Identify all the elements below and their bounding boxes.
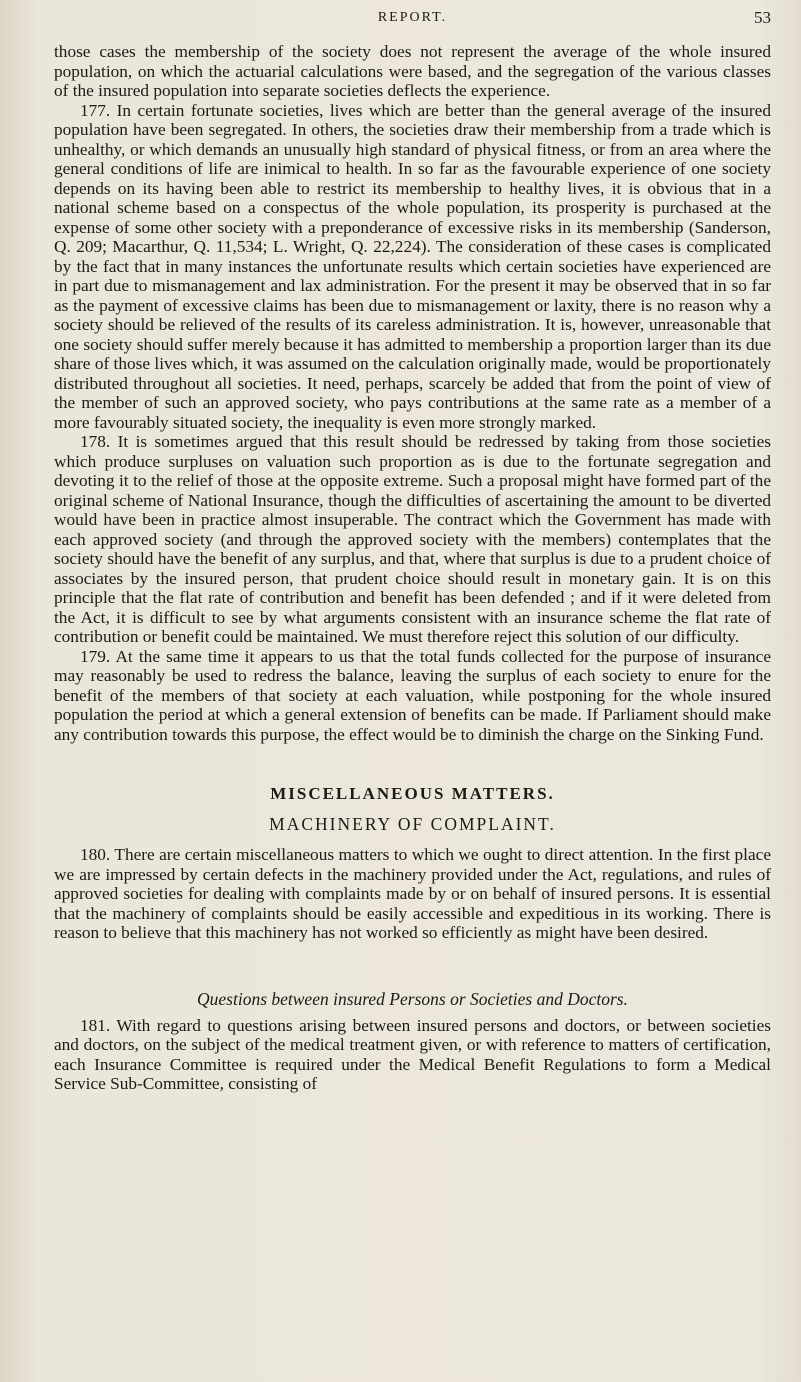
- page-number: 53: [754, 8, 771, 27]
- paragraph-continued: those cases the membership of the society does not represent the average of the whole insured population, on which the actuarial calculations were based, and the segregation of the various classes of the insured population into separate societies deflects the experience.: [54, 42, 771, 100]
- body-text: [54, 42, 771, 1094]
- paragraph-181: 181. With regard to questions arising between insured persons and doctors, or between societies and doctors, on the subject of the medical treatment given, or with reference to matters of certification, each Insurance Committee is required under the Medical Benefit Regulations to form a Medical Service Sub-Committee, consisting of: [54, 1015, 771, 1093]
- section-heading: MISCELLANEOUS MATTERS.: [270, 784, 555, 803]
- italic-subheading: Questions between insured Persons or Societies and Doctors.: [197, 988, 628, 1009]
- running-head: REPORT.: [377, 10, 448, 25]
- paragraph-180: 180. There are certain miscellaneous matters to which we ought to direct attention. In the first place we are impressed by certain defects in the machinery provided under the Act, regulations, and rules of approved societies for dealing with complaints made by or on behalf of insured persons. It is essential that the machinery of complaints should be easily accessible and expeditious in its working. There is reason to believe that this machinery has not worked so efficiently as might have been desired.: [54, 845, 771, 942]
- paragraph-179: 179. At the same time it appears to us that the total funds collected for the purpose of insurance may reasonably be used to redress the balance, leaving the surplus of each society to enure for the benefit of the members of that society at each valuation, while postponing for the whole insured population the period at which a general extension of benefits can be made. If Parliament should make any contribution towards this purpose, the effect would be to diminish the charge on the Sinking Fund.: [54, 646, 771, 744]
- subsection-heading: MACHINERY OF COMPLAINT.: [269, 814, 556, 834]
- paragraph-177: 177. In certain fortunate societies, lives which are better than the general average of the insured population have been segregated. In others, the societies draw their membership from a trade which is unhealthy, or which demands an unusually high standard of physical fitness, or from an area where the general conditions of life are inimical to health. In so far as the favourable experience of one society depends on its having been able to restrict its membership to healthy lives, it is obvious that in a national scheme based on a conspectus of the whole population, its prosperity is purchased at the expense of some other society with a preponderance of excessive risks in its membership (Sanderson, Q. 209; Macarthur, Q. 11,534; L. Wright, Q. 22,224). The consideration of these cases is complicated by the fact that in many instances the unfortunate results which certain societies have experienced are in part due to mismanagement and lax administration. For the present it may be observed that in so far as the payment of excessive claims has been due to mismanagement or laxity, there is no reason why a society should be relieved of the results of its careless administration. It is, however, unreasonable that one society should suffer merely because it has admitted to membership a proportion larger than its due share of those lives which, it was assumed on the calculation originally made, would be proportionately distributed throughout all societies. It need, perhaps, scarcely be added that from the point of view of the member of such an approved society, who pays contributions at the same rate as a member of a more favourably situated society, the inequality is even more strongly marked.: [54, 100, 771, 432]
- page-header: [54, 0, 771, 42]
- paragraph-178: 178. It is sometimes argued that this result should be redressed by taking from those societies which produce surpluses on valuation such proportion as is due to the fortunate segregation and devoting it to the relief of those at the opposite extreme. Such a proposal might have formed part of the original scheme of National Insurance, though the difficulties of ascertaining the amount to be diverted would have been in practice almost insuperable. The contract which the Government has made with each approved society (and through the approved society with the members) contemplates that the society should have the benefit of any surplus, and that, where that surplus is due to a prudent choice of associates by the insured person, that prudent choice should result in monetary gain. It is on this principle that the flat rate of contribution and benefit has been defended ; and if it were deleted from the Act, it is difficult to see by what arguments consistent with an insurance scheme the flat rate of contribution or benefit could be maintained. We must therefore reject this solution of our difficulty.: [54, 432, 771, 646]
